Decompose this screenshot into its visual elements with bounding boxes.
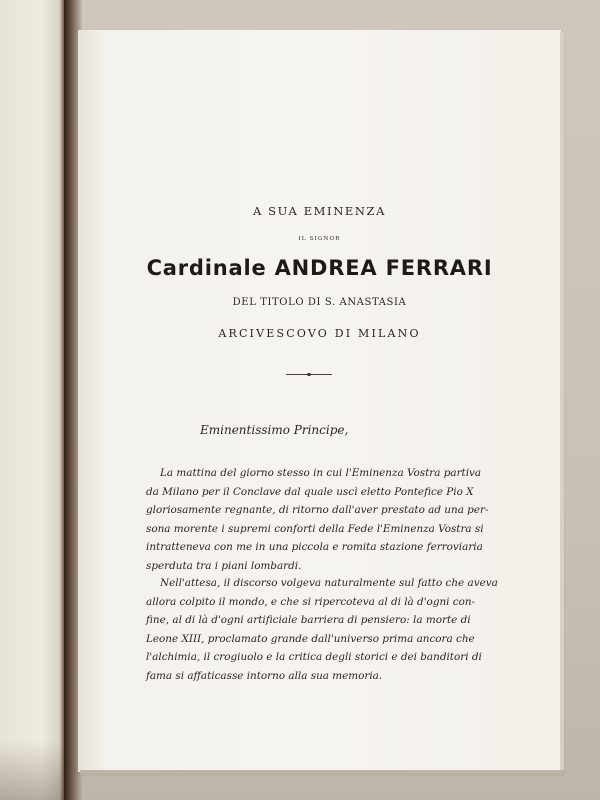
page-right-edge — [560, 32, 564, 770]
text-line: sona morente i supremi conforti della Fede l'Eminenza Vostra si — [146, 522, 484, 535]
text-line: fine, al di là d'ogni artificiale barriera di pensiero: la morte di — [146, 614, 471, 627]
il-signor-line: IL SIGNOR — [298, 236, 341, 242]
cardinal-name-heading — [78, 256, 561, 280]
text-line: Leone XIII, proclamato grande dall'universo prima ancora che — [146, 632, 475, 645]
title-line: DEL TITOLO DI S. ANASTASIA — [232, 297, 407, 308]
text-line: Nell'attesa, il discorso volgeva naturalmente sul fatto che aveva — [160, 577, 498, 589]
paragraph-2 — [146, 574, 498, 686]
salutation: Eminentissimo Principe, — [200, 423, 349, 437]
left-page-shadow — [0, 740, 70, 800]
text-line: sperduta tra i piani lombardi. — [146, 559, 302, 572]
text-line: La mattina del giorno stesso in cui l'Eminenza Vostra partiva — [160, 467, 482, 479]
text-line: fama si affaticasse intorno alla sua memoria. — [146, 669, 383, 682]
archbishop-line: ARCIVESCOVO DI MILANO — [218, 327, 421, 340]
paragraph-1 — [146, 464, 492, 576]
dedication-heading: A SUA EMINENZA — [252, 204, 387, 218]
text-line: l'alchimia, il crogiuolo e la critica degli storici e dei banditori di — [146, 651, 482, 664]
cardinal-prefix: Cardinale — [146, 256, 267, 280]
ornament-divider — [286, 373, 332, 377]
left-page-edge — [0, 0, 70, 800]
cardinal-name: ANDREA FERRARI — [274, 256, 493, 280]
text-line: da Milano per il Conclave dal quale uscì eletto Pontefice Pio X — [146, 485, 474, 498]
page-bottom-edge — [80, 770, 563, 774]
text-line: allora colpito il mondo, e che si ripercoteva al di là d'ogni con- — [146, 595, 476, 608]
text-line: gloriosamente regnante, di ritorno dall'aver prestato ad una per- — [146, 504, 489, 517]
text-line: intratteneva con me in una piccola e romita stazione ferroviaria — [146, 541, 483, 554]
ornament-dot — [307, 373, 311, 376]
